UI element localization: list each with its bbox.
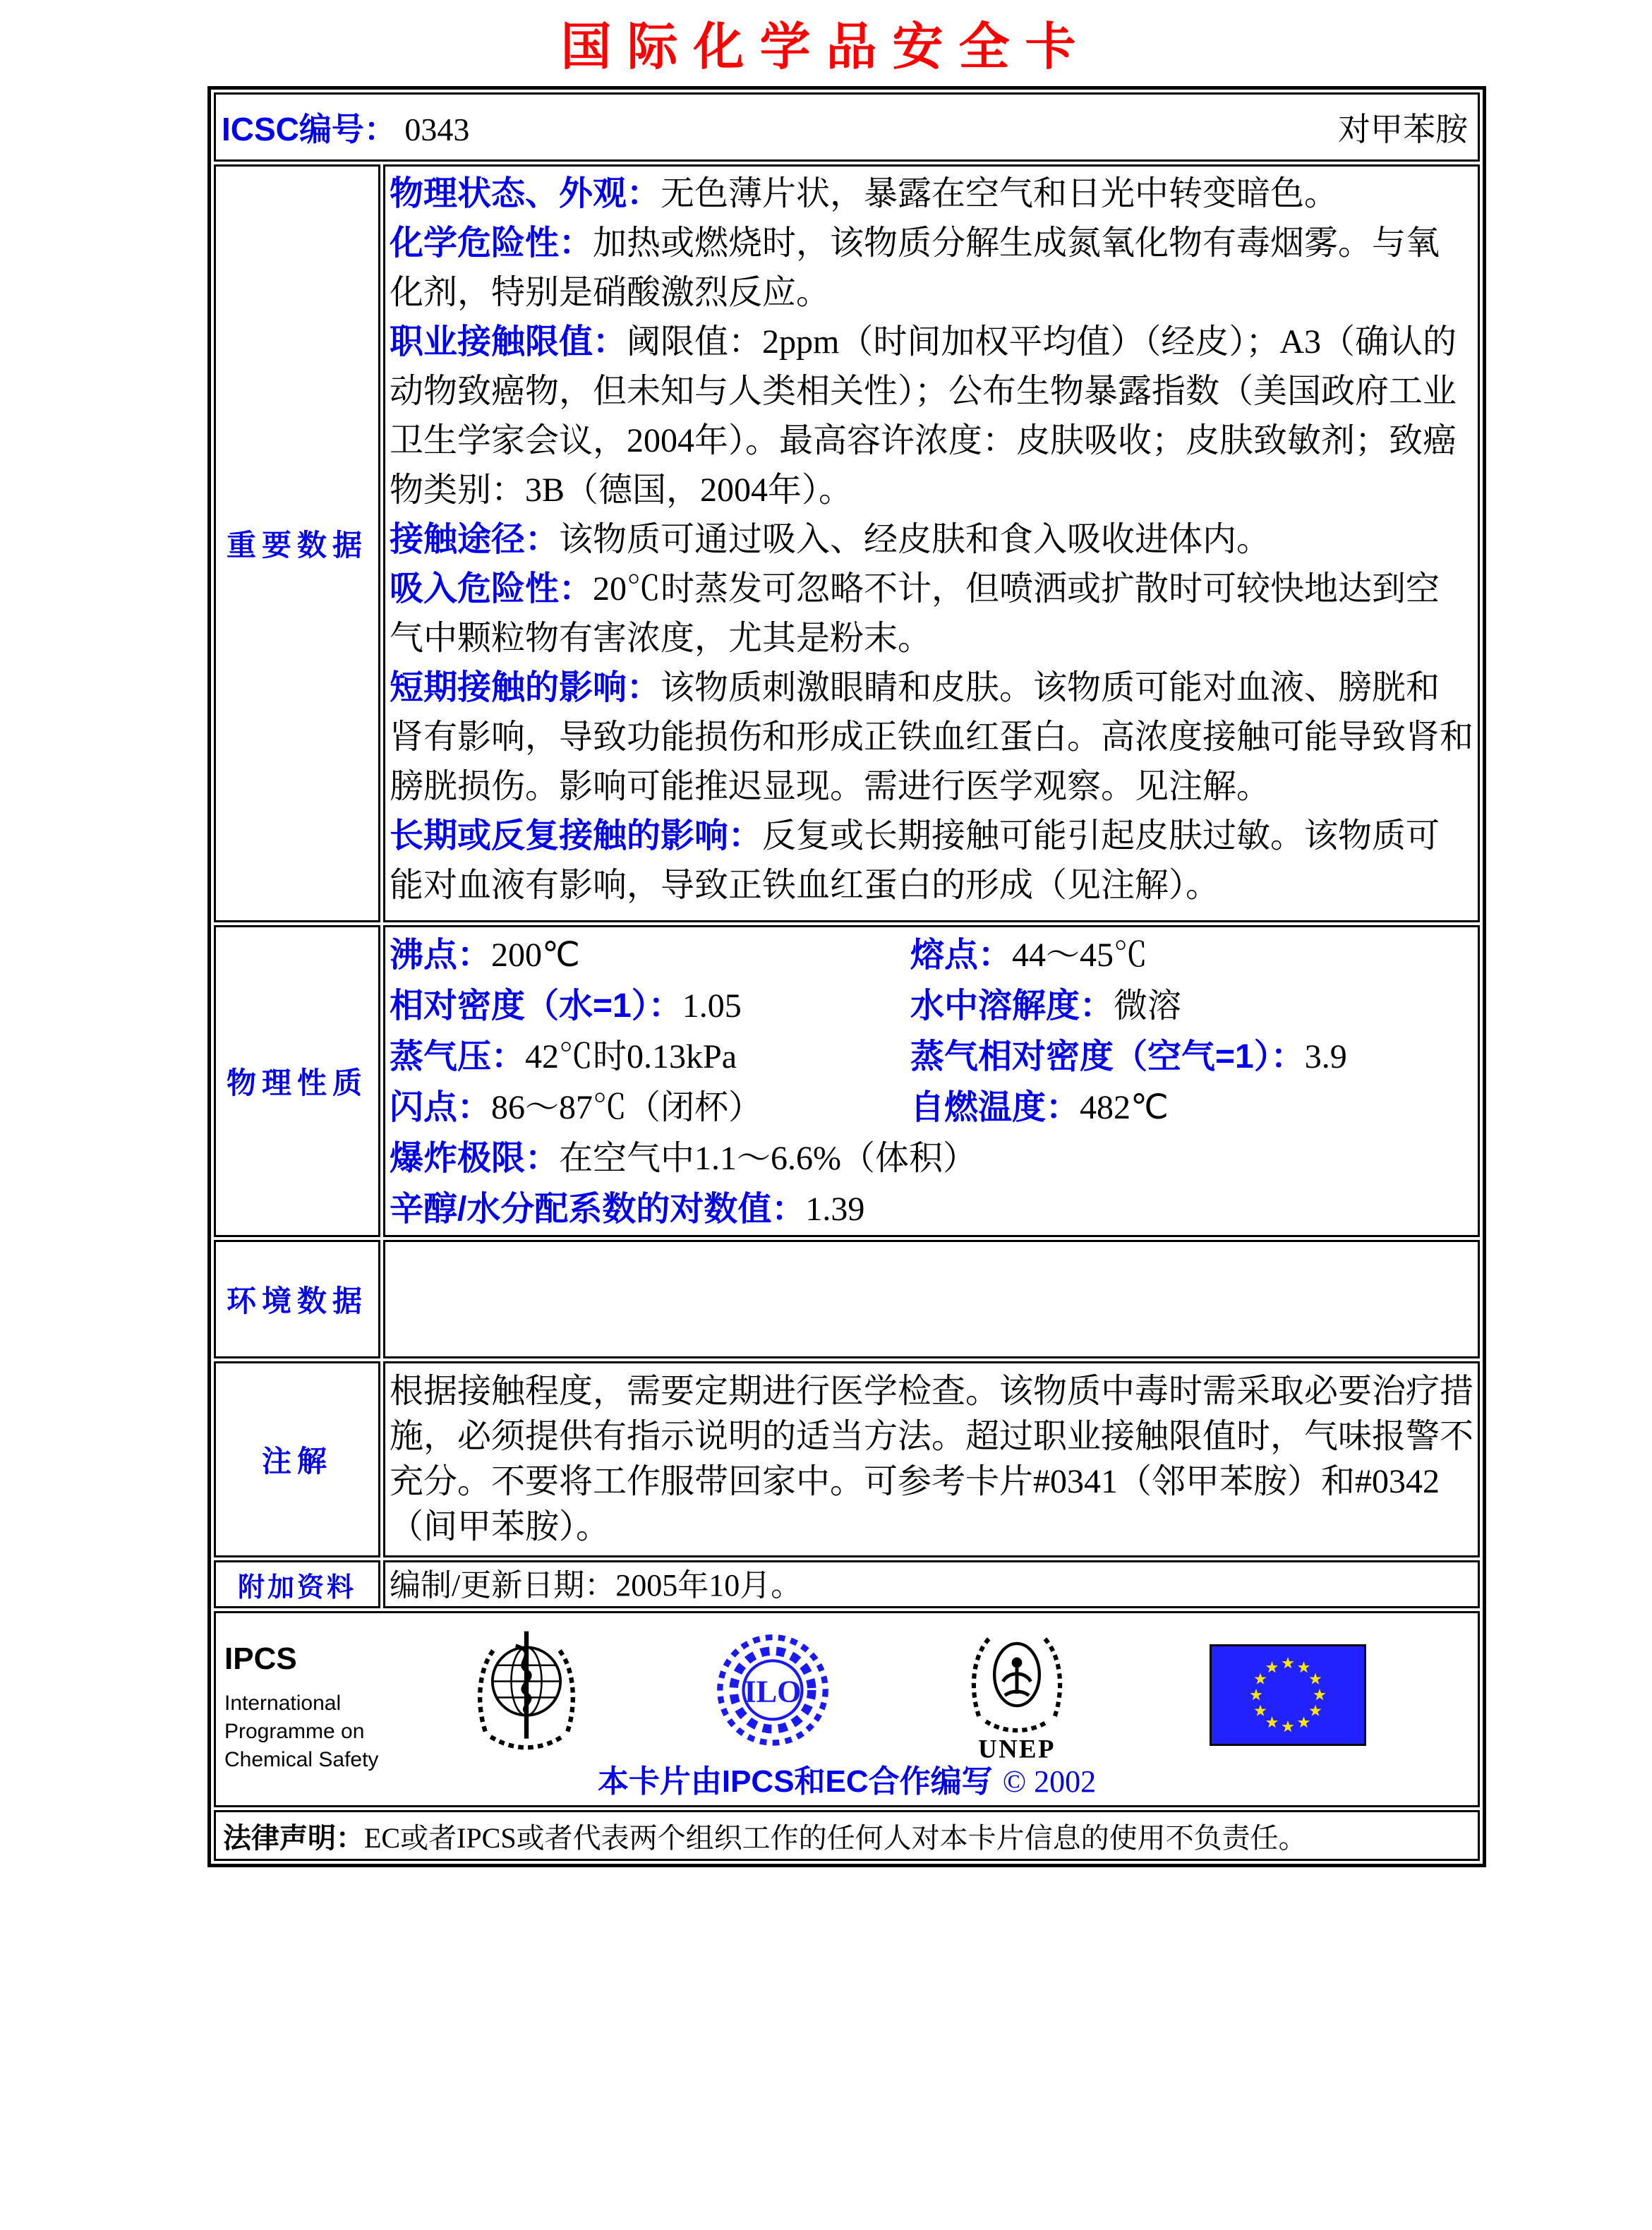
environment-data-row bbox=[214, 1240, 1480, 1358]
data-item-exposure-routes bbox=[390, 515, 1473, 565]
additional-info-row bbox=[214, 1560, 1480, 1608]
property-boiling-point bbox=[390, 930, 910, 981]
data-item-short-term-effects bbox=[390, 663, 1473, 812]
ilo-logo-icon bbox=[714, 1627, 831, 1759]
chemical-name: 对甲苯胺 bbox=[1338, 112, 1468, 147]
data-item-text: 无色薄片状，暴露在空气和日光中转变暗色。 bbox=[661, 175, 1339, 212]
footer-cell bbox=[214, 1611, 1480, 1807]
header-row bbox=[214, 92, 1480, 162]
data-item-text: 加热或燃烧时，该物质分解生成氮氧化物有毒烟雾。与氧化剂，特别是硝酸激烈反应。 bbox=[390, 224, 1440, 311]
footer-copyright: © 2002 bbox=[1002, 1764, 1097, 1799]
property-label: 自燃温度： bbox=[910, 1089, 1080, 1126]
legal-row bbox=[214, 1810, 1480, 1861]
property-value: 482℃ bbox=[1080, 1089, 1169, 1126]
data-item-text: 该物质刺激眼睛和皮肤。该物质可能对血液、膀胱和肾有影响，导致功能损伤和形成正铁血红蛋白。高浓度接触可能导致肾和膀胱损伤。影响可能推迟显现。需进行医学观察。见注解。 bbox=[390, 669, 1474, 805]
property-label: 沸点： bbox=[390, 936, 492, 974]
ilo-label: ILO bbox=[744, 1674, 802, 1709]
property-value: 1.05 bbox=[682, 987, 742, 1025]
physical-properties-label-cell bbox=[214, 925, 380, 1237]
property-autoignition-temp bbox=[910, 1083, 1473, 1133]
data-item-label: 长期或反复接触的影响： bbox=[390, 817, 763, 855]
property-value: 200℃ bbox=[491, 936, 580, 974]
property-label: 熔点： bbox=[910, 936, 1013, 974]
data-item-text: 该物质可通过吸入、经皮肤和食入吸收进体内。 bbox=[559, 521, 1271, 558]
additional-info-label-cell bbox=[214, 1560, 380, 1608]
property-melting-point bbox=[910, 930, 1473, 981]
section-label-important-data: 重要数据 bbox=[226, 529, 368, 562]
environment-data-label-cell bbox=[214, 1240, 380, 1358]
footer-caption-text: 本卡片由IPCS和EC合作编写 bbox=[597, 1764, 993, 1799]
notes-content: 根据接触程度，需要定期进行医学检查。该物质中毒时需采取必要治疗措施，必须提供有指示说明的适当方法。超过职业接触限值时，气味报警不充分。不要将工作服带回家中。可参考卡片#0341（邻甲苯胺）和#0342（间甲苯胺）。 bbox=[383, 1361, 1480, 1557]
icsc-card bbox=[207, 86, 1486, 1867]
legal-text: EC或者IPCS或者代表两个组织工作的任何人对本卡片信息的使用不负责任。 bbox=[364, 1821, 1307, 1854]
data-item-text: 反复或长期接触可能引起皮肤过敏。该物质可能对血液有影响，导致正铁血红蛋白的形成（见注解）。 bbox=[390, 817, 1440, 904]
property-value: 1.39 bbox=[805, 1191, 865, 1228]
legal-cell bbox=[214, 1810, 1480, 1861]
page-title: 国际化学品安全卡 bbox=[560, 19, 1092, 76]
notes-label-cell bbox=[214, 1361, 380, 1557]
eu-flag-icon bbox=[1210, 1644, 1366, 1746]
notes-row bbox=[214, 1361, 1480, 1557]
property-label: 闪点： bbox=[390, 1089, 492, 1126]
data-item-label: 短期接触的影响： bbox=[390, 669, 661, 706]
section-label-additional-info: 附加资料 bbox=[237, 1572, 356, 1603]
property-vapor-pressure bbox=[390, 1032, 910, 1083]
property-value: 微溶 bbox=[1114, 987, 1182, 1025]
data-item-physical-state bbox=[390, 169, 1473, 219]
icsc-table bbox=[211, 90, 1483, 1864]
property-label: 爆炸极限： bbox=[390, 1140, 560, 1177]
unep-label: UNEP bbox=[978, 1734, 1056, 1763]
property-vapor-density bbox=[910, 1032, 1473, 1083]
important-data-label-cell bbox=[214, 164, 380, 922]
footer-row bbox=[214, 1611, 1480, 1807]
ipcs-logo-text bbox=[224, 1641, 378, 1774]
page bbox=[0, 6, 1652, 1867]
important-data-content bbox=[383, 164, 1480, 922]
ipcs-subtitle-line: International bbox=[224, 1692, 342, 1715]
ipcs-title: IPCS bbox=[224, 1641, 297, 1676]
physical-properties-row bbox=[214, 925, 1480, 1237]
property-relative-density bbox=[390, 981, 910, 1032]
icsc-number-group bbox=[222, 104, 469, 150]
property-octanol-water-coefficient bbox=[390, 1184, 1473, 1235]
data-item-long-term-effects bbox=[390, 812, 1473, 910]
data-item-label: 职业接触限值： bbox=[390, 323, 627, 361]
data-item-text: 20℃时蒸发可忽略不计，但喷洒或扩散时可较快地达到空气中颗粒物有害浓度，尤其是粉末。 bbox=[390, 570, 1440, 657]
data-item-chemical-danger bbox=[390, 219, 1473, 318]
data-item-occupational-limit bbox=[390, 318, 1473, 515]
property-label: 相对密度（水=1）： bbox=[390, 987, 682, 1025]
data-item-label: 化学危险性： bbox=[390, 224, 593, 262]
property-value: 42℃时0.13kPa bbox=[525, 1038, 737, 1075]
property-water-solubility bbox=[910, 981, 1473, 1032]
property-label: 蒸气压： bbox=[390, 1038, 526, 1075]
data-item-label: 接触途径： bbox=[390, 521, 560, 558]
data-item-inhalation-risk bbox=[390, 565, 1473, 663]
footer-caption bbox=[216, 1756, 1478, 1801]
section-label-notes: 注解 bbox=[261, 1445, 332, 1478]
who-logo-icon bbox=[470, 1626, 583, 1760]
ipcs-subtitle-line: Chemical Safety bbox=[224, 1748, 379, 1771]
physical-properties-content bbox=[383, 925, 1480, 1237]
environment-data-content bbox=[383, 1240, 1480, 1358]
property-value: 86～87℃（闭杯） bbox=[491, 1089, 763, 1126]
property-label: 辛醇/水分配系数的对数值： bbox=[390, 1191, 806, 1228]
property-value: 44～45℃ bbox=[1012, 936, 1148, 974]
additional-info-content: 编制/更新日期：2005年10月。 bbox=[383, 1560, 1480, 1608]
property-flash-point bbox=[390, 1083, 910, 1133]
icsc-number-value: 0343 bbox=[404, 112, 470, 147]
properties-grid bbox=[390, 930, 1473, 1235]
icsc-number-label: ICSC编号： bbox=[222, 111, 397, 147]
header-cell bbox=[214, 92, 1480, 162]
unep-logo-icon bbox=[958, 1625, 1075, 1763]
property-label: 蒸气相对密度（空气=1）： bbox=[910, 1038, 1305, 1075]
section-label-environment-data: 环境数据 bbox=[226, 1284, 368, 1318]
data-item-text: 阈限值：2ppm（时间加权平均值）（经皮）；A3（确认的动物致癌物，但未知与人类相关性）；公布生物暴露指数（美国政府工业卫生学家会议，2004年）。最高容许浓度：皮肤吸收；皮肤致敏剂；致癌物类别：3B（德国，2004年）。 bbox=[390, 323, 1457, 509]
property-value: 3.9 bbox=[1304, 1038, 1347, 1075]
ipcs-subtitle-line: Programme on bbox=[224, 1720, 365, 1743]
important-data-row bbox=[214, 164, 1480, 922]
property-value: 在空气中1.1～6.6%（体积） bbox=[559, 1140, 977, 1177]
data-item-label: 吸入危险性： bbox=[390, 570, 593, 608]
property-explosive-limits bbox=[390, 1133, 1473, 1184]
section-label-physical-properties: 物理性质 bbox=[226, 1066, 368, 1099]
legal-label: 法律声明： bbox=[223, 1822, 364, 1854]
data-item-label: 物理状态、外观： bbox=[390, 175, 661, 212]
header-inner bbox=[222, 104, 1468, 150]
property-label: 水中溶解度： bbox=[910, 987, 1114, 1025]
